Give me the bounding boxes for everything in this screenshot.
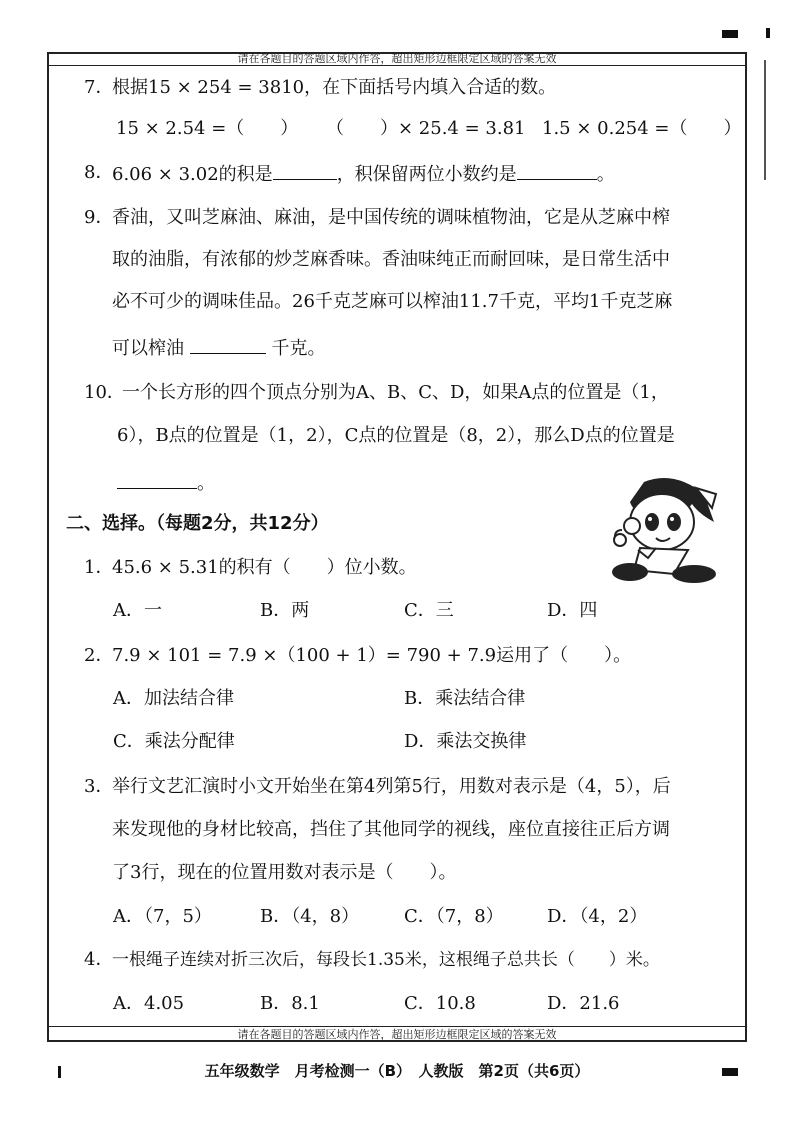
c4-option-c[interactable]: C．10.8 — [404, 993, 476, 1014]
q9-line-2: 取的油脂，有浓郁的炒芝麻香味。香油味纯正而耐回味，是日常生活中 — [112, 249, 670, 270]
page-footer: 五年级数学 月考检测一（B） 人教版 第2页（共6页） — [204, 1062, 590, 1080]
c3-line-2: 来发现他的身材比较高，挡住了其他同学的视线，座位直接往正后方调 — [112, 819, 670, 840]
c2-option-b[interactable]: B．乘法结合律 — [404, 688, 526, 709]
q10-line-2: 6），B点的位置是（1，2），C点的位置是（8，2），那么D点的位置是 — [117, 425, 675, 446]
c2-number: 2． — [84, 645, 114, 666]
c3-option-b[interactable]: B．（4，8） — [260, 906, 360, 927]
q8-blank-product[interactable] — [273, 161, 337, 180]
q9-blank-answer[interactable] — [190, 335, 266, 354]
c3-option-a[interactable]: A．（7，5） — [113, 906, 212, 927]
q8-blank-rounded[interactable] — [517, 161, 597, 180]
q10-line-3 — [117, 470, 215, 496]
c1-option-b[interactable]: B．两 — [260, 600, 310, 621]
side-mark-right — [764, 60, 766, 180]
c2-text: 7.9 × 101 = 7.9 ×（100 + 1）= 790 + 7.9运用了（ ）。 — [112, 645, 632, 666]
cartoon-boy-illustration — [604, 474, 722, 586]
q8-text-b: ，积保留两位小数约是 — [336, 164, 517, 185]
q7-number: 7． — [84, 77, 114, 98]
registration-mark-top-right-edge — [766, 28, 770, 38]
c3-option-c[interactable]: C．（7，8） — [404, 906, 504, 927]
q9-line-1: 香油，又叫芝麻油、麻油，是中国传统的调味植物油，它是从芝麻中榨 — [112, 207, 670, 228]
c1-option-c[interactable]: C．三 — [404, 600, 454, 621]
q8-number: 8． — [84, 162, 114, 183]
answer-area-notice-top: 请在各题目的答题区域内作答，超出矩形边框限定区域的答案无效 — [47, 52, 747, 66]
c3-number: 3． — [84, 776, 114, 797]
q10-blank-answer[interactable] — [117, 470, 197, 489]
q9-number: 9． — [84, 207, 114, 228]
c3-line-1: 举行文艺汇演时小文开始坐在第4列第5行，用数对表示是（4，5），后 — [112, 776, 671, 797]
answer-area-notice-bottom: 请在各题目的答题区域内作答，超出矩形边框限定区域的答案无效 — [47, 1026, 747, 1042]
c4-text: 一根绳子连续对折三次后，每段长1.35米，这根绳子总共长（ ）米。 — [112, 950, 660, 970]
q7-item-c: 1.5 × 0.254 =（ ） — [542, 118, 742, 139]
q9-line-4 — [112, 335, 325, 361]
c4-option-d[interactable]: D．21.6 — [547, 993, 620, 1014]
q8-text-a: 6.06 × 3.02的积是 — [112, 164, 273, 185]
c4-number: 4． — [84, 949, 114, 970]
q9-text-a: 可以榨油 — [112, 338, 184, 359]
c3-option-d[interactable]: D．（4，2） — [547, 906, 648, 927]
c4-option-a[interactable]: A．4.05 — [113, 993, 185, 1014]
c1-text: 45.6 × 5.31的积有（ ）位小数。 — [112, 557, 417, 578]
q10-text-end: 。 — [197, 473, 215, 494]
q7-text: 根据15 × 254 = 3810，在下面括号内填入合适的数。 — [112, 77, 557, 98]
c1-number: 1． — [84, 557, 114, 578]
c2-option-d[interactable]: D．乘法交换律 — [404, 731, 527, 752]
q10-number: 10． — [84, 382, 125, 403]
c2-option-a[interactable]: A．加法结合律 — [113, 688, 234, 709]
q8-question — [112, 161, 615, 187]
c1-option-d[interactable]: D．四 — [547, 600, 598, 621]
c1-option-a[interactable]: A．一 — [113, 600, 162, 621]
q9-text-b: 千克。 — [271, 338, 326, 359]
c3-line-3: 了3行，现在的位置用数对表示是（ ）。 — [112, 862, 457, 883]
c4-option-b[interactable]: B．8.1 — [260, 993, 320, 1014]
q7-item-a: 15 × 2.54 =（ ） — [116, 118, 299, 139]
c2-option-c[interactable]: C．乘法分配律 — [113, 731, 235, 752]
q10-line-1: 一个长方形的四个顶点分别为A、B、C、D，如果A点的位置是（1， — [122, 382, 669, 403]
q7-item-b: （ ）× 25.4 = 3.81 — [326, 118, 526, 139]
registration-mark-top-right — [722, 30, 738, 38]
section-2-title: 二、选择。（每题2分，共12分） — [66, 513, 329, 534]
q9-line-3: 必不可少的调味佳品。26千克芝麻可以榨油11.7千克，平均1千克芝麻 — [112, 291, 673, 312]
q8-text-c: 。 — [596, 164, 615, 185]
